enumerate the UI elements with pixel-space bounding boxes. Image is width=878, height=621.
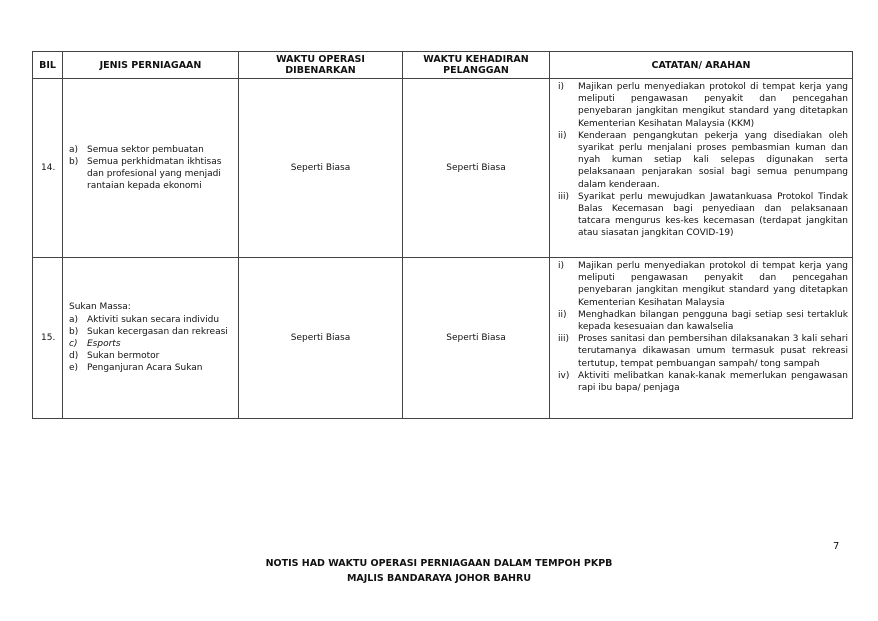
note-item: i) Majikan perlu menyediakan protokol di tempat kerja yang meliputi pengawasan penyakit dan pencegahan penyebaran jangkitan mengikut standard yang ditetapkan Kementerian Kesihatan Malaysia (KKM) <box>558 82 848 129</box>
operating-hours-cell: Seperti Biasa <box>239 258 403 419</box>
table-row <box>33 258 853 419</box>
operating-hours-cell: Seperti Biasa <box>239 79 403 258</box>
note-item: ii) Kenderaan pengangkutan pekerja yang disediakan oleh syarikat perlu menjalani proses pembasmian kuman dan nyah kuman setiap kali selepas digunakan serta pelaksanaan penjarakan sosial bagi semua penumpang dalam kenderaan. <box>558 130 848 190</box>
note-item: iv) Aktiviti melibatkan kanak-kanak memerlukan pengawasan rapi ibu bapa/ penjaga <box>558 370 848 394</box>
row-number: 14. <box>33 79 63 258</box>
customer-hours-cell: Seperti Biasa <box>403 258 550 419</box>
business-type-intro: Sukan Massa: <box>69 302 131 313</box>
note-item: iii) Proses sanitasi dan pembersihan dilaksanakan 3 kali sehari terutamanya dikawasan umum termasuk pusat rekreasi tertutup, tempat pembuangan sampah/ tong sampah <box>558 334 848 369</box>
note-item: iii) Syarikat perlu mewujudkan Jawatankuasa Protokol Tindak Balas Kecemasan bagi penyediaan dan pelaksanaan tatcara mengurus kes-kes kecemasan (terdapat jangkitan atau siasatan jangkitan COVID-19) <box>558 191 848 239</box>
business-type-cell <box>63 79 239 258</box>
note-item: i) Majikan perlu menyediakan protokol di tempat kerja yang meliputi pengawasan penyakit dan pencegahan penyebaran jangkitan mengikut standard yang ditetapkan Kementerian Kesihatan Malaysia <box>558 261 848 308</box>
row-number: 15. <box>33 258 63 419</box>
business-type-item: a) Aktiviti sukan secara individu <box>69 314 220 325</box>
customer-hours-cell: Seperti Biasa <box>403 79 550 258</box>
footer-council: MAJLIS BANDARAYA JOHOR BAHRU <box>346 573 532 584</box>
business-type-item: e) Penganjuran Acara Sukan <box>69 363 203 374</box>
notes-cell <box>550 79 853 258</box>
business-type-item: c) Esports <box>69 339 121 349</box>
business-type-item: a) Semua sektor pembuatan <box>69 144 204 155</box>
business-type-item: b) Semua perkhidmatan ikhtisas dan profesional yang menjadi rantaian kepada ekonomi <box>69 156 222 192</box>
footer-title: NOTIS HAD WAKTU OPERASI PERNIAGAAN DALAM TEMPOH PKPB <box>265 558 613 569</box>
header-jenis: JENIS PERNIAGAAN <box>63 52 239 79</box>
header-catatan: CATATAN/ ARAHAN <box>550 52 853 79</box>
header-waktu-operasi: WAKTU OPERASI DIBENARKAN <box>239 52 403 79</box>
header-waktu-kehadiran: WAKTU KEHADIRAN PELANGGAN <box>403 52 550 79</box>
business-type-item: b) Sukan kecergasan dan rekreasi <box>69 326 228 337</box>
header-bil: BIL <box>33 52 63 79</box>
table-header-row <box>33 52 853 79</box>
business-hours-table <box>32 51 853 419</box>
note-item: ii) Menghadkan bilangan pengguna bagi setiap sesi tertakluk kepada kesesuaian dan kawalselia <box>558 309 848 333</box>
table-row <box>33 79 853 258</box>
notes-cell <box>550 258 853 419</box>
page-number: 7 <box>833 541 840 552</box>
business-type-item: d) Sukan bermotor <box>69 351 160 362</box>
business-type-cell <box>63 258 239 419</box>
